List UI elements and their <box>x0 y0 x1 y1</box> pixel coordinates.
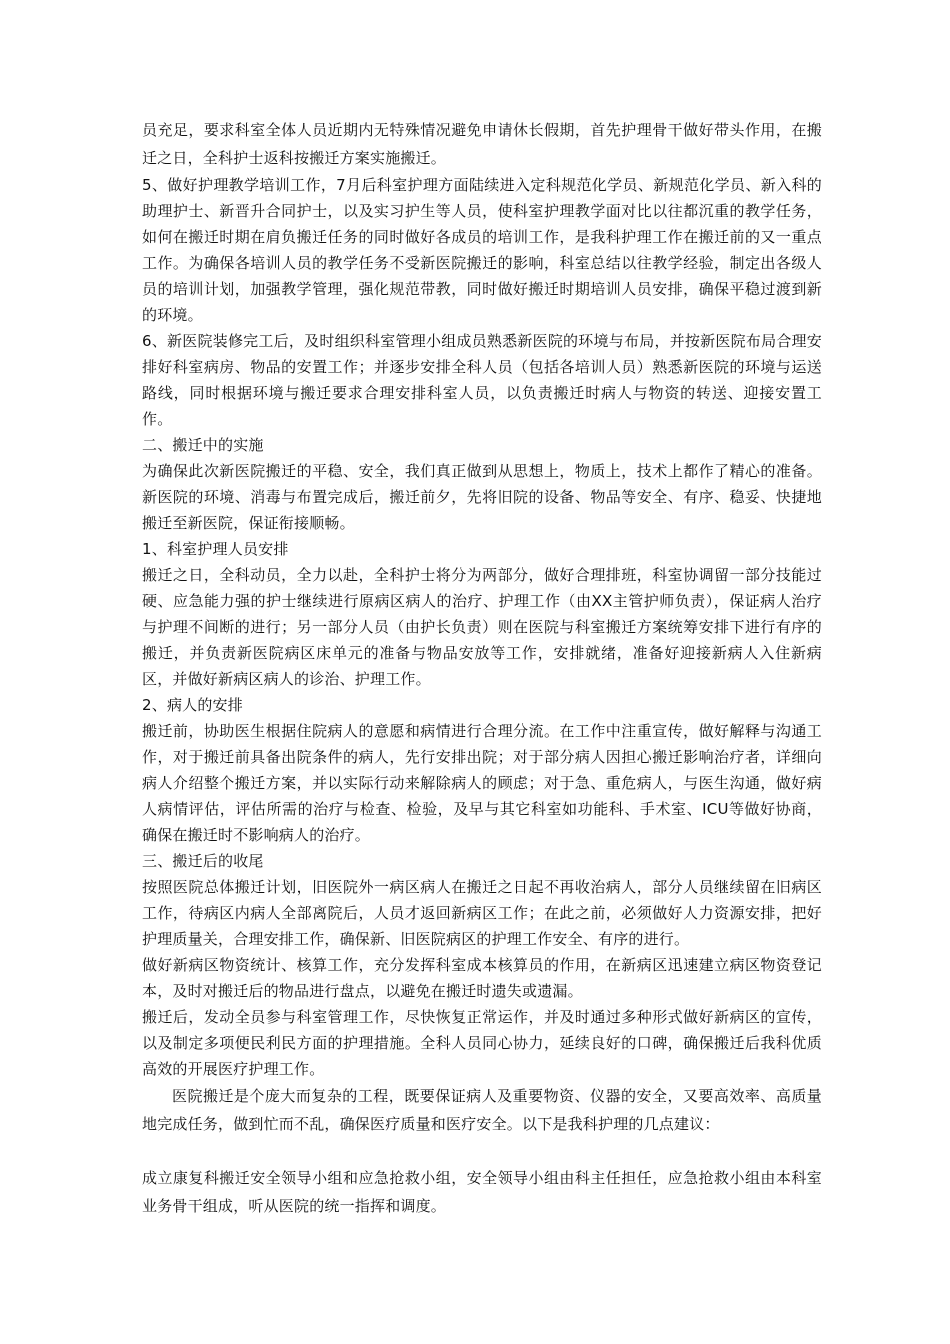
document-body <box>142 116 822 1220</box>
paragraph-suggestions-intro: 医院搬迁是个庞大而复杂的工程，既要保证病人及重要物资、仪器的安全，又要高效率、高质量地完成任务，做到忙而不乱，确保医疗质量和医疗安全。以下是我科护理的几点建议： <box>142 1087 822 1133</box>
paragraph-staff-arrangement: 搬迁之日，全科动员，全力以赴，全科护士将分为两部分，做好合理排班，科室协调留一部分技能过硬、应急能力强的护士继续进行原病区病人的治疗、护理工作（由XX主管护师负责），保证病人治疗与护理不间断的进行；另一部分人员（由护长负责）则在医院与科室搬迁方案统筹安排下进行有序的搬迁，并负责新医院病区床单元的准备与物品安放等工作，安排就绪，准备好迎接新病人入住新病区，并做好新病区病人的诊治、护理工作。 <box>142 566 822 688</box>
paragraph-item-5-training: 5、做好护理教学培训工作，7月后科室护理方面陆续进入定科规范化学员、新规范化学员、新入科的助理护士、新晋升合同护士，以及实习护生等人员，使科室护理教学面对比以往都沉重的教学任务，如何在搬迁时期在肩负搬迁任务的同时做好各成员的培训工作，是我科护理工作在搬迁前的又一重点工作。为确保各培训人员的教学任务不受新医院搬迁的影响，科室总结以往教学经验，制定出各级人员的培训计划，加强教学管理，强化规范带教，同时做好搬迁时期培训人员安排，确保平稳过渡到新的环境。 <box>142 176 822 324</box>
paragraph-implementation-intro: 为确保此次新医院搬迁的平稳、安全，我们真正做到从思想上，物质上，技术上都作了精心的准备。新医院的环境、消毒与布置完成后，搬迁前夕，先将旧院的设备、物品等安全、有序、稳妥、快捷地搬迁至新医院，保证衔接顺畅。 <box>142 462 822 532</box>
paragraph-after-move: 搬迁后，发动全员参与科室管理工作，尽快恢复正常运作，并及时通过多种形式做好新病区的宣传，以及制定多项便民利民方面的护理措施。全科人员同心协力，延续良好的口碑，确保搬迁后我科优质高效的开展医疗护理工作。 <box>142 1008 822 1078</box>
section-heading-3: 三、搬迁后的收尾 <box>142 852 264 870</box>
paragraph-item-6-new-hospital: 6、新医院装修完工后，及时组织科室管理小组成员熟悉新医院的环境与布局，并按新医院布局合理安排好科室病房、物品的安置工作；并逐步安排全科人员（包括各培训人员）熟悉新医院的环境与运送路线，同时根据环境与搬迁要求合理安排科室人员，以负责搬迁时病人与物资的转送、迎接安置工作。 <box>142 332 822 428</box>
paragraph-wrapup-plan: 按照医院总体搬迁计划，旧医院外一病区病人在搬迁之日起不再收治病人，部分人员继续留在旧病区工作，待病区内病人全部离院后，人员才返回新病区工作；在此之前，必须做好人力资源安排，把好护理质量关，合理安排工作，确保新、旧医院病区的护理工作安全、有序的进行。 <box>142 878 822 948</box>
subheading-patient-arrangement: 2、病人的安排 <box>142 696 243 714</box>
paragraph-leadership-group: 成立康复科搬迁安全领导小组和应急抢救小组，安全领导小组由科主任担任，应急抢救小组由本科室业务骨干组成，听从医院的统一指挥和调度。 <box>142 1169 822 1215</box>
paragraph-patient-arrangement: 搬迁前，协助医生根据住院病人的意愿和病情进行合理分流。在工作中注重宣传，做好解释与沟通工作，对于搬迁前具备出院条件的病人，先行安排出院；对于部分病人因担心搬迁影响治疗者，详细向病人介绍整个搬迁方案，并以实际行动来解除病人的顾虑；对于急、重危病人，与医生沟通，做好病人病情评估，评估所需的治疗与检查、检验，及早与其它科室如功能科、手术室、ICU等做好协商，确保在搬迁时不影响病人的治疗。 <box>142 722 822 844</box>
paragraph-inventory: 做好新病区物资统计、核算工作，充分发挥科室成本核算员的作用，在新病区迅速建立病区物资登记本，及时对搬迁后的物品进行盘点，以避免在搬迁时遗失或遗漏。 <box>142 956 822 1000</box>
paragraph-staffing-continued: 员充足，要求科室全体人员近期内无特殊情况避免申请休长假期，首先护理骨干做好带头作用，在搬迁之日，全科护士返科按搬迁方案实施搬迁。 <box>142 121 822 167</box>
subheading-staff-arrangement: 1、科室护理人员安排 <box>142 540 289 558</box>
section-heading-2: 二、搬迁中的实施 <box>142 436 264 454</box>
